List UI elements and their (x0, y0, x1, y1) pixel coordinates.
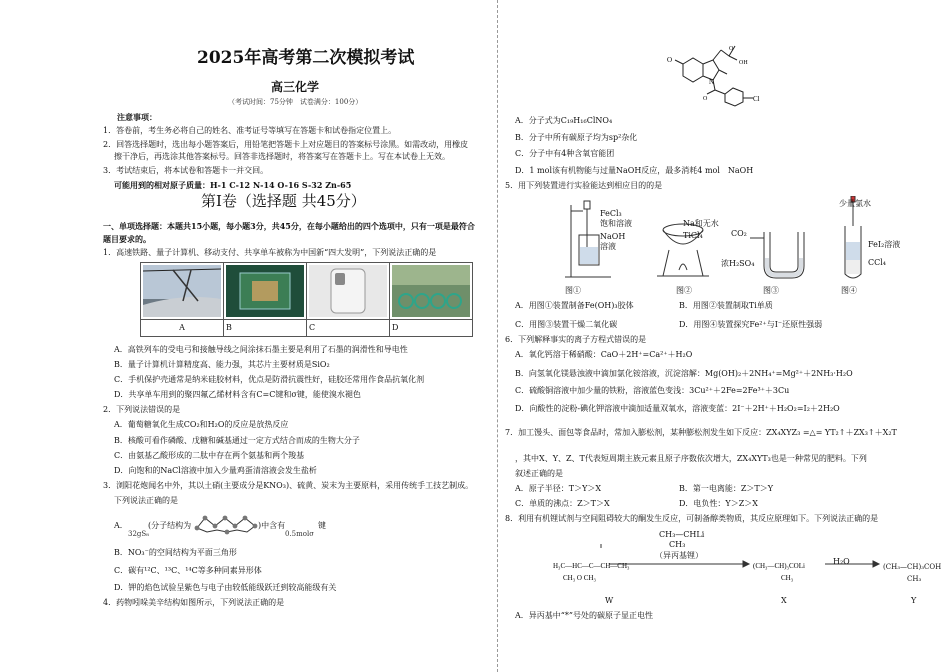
q8-product-y: (CH₃—CH)₃COH (883, 563, 942, 571)
q1-photo-a (141, 263, 224, 320)
q8-reagent-name: （异丙基锂） (655, 551, 703, 560)
s8-ring-structure (193, 512, 259, 536)
fig-label-4: 图④ (841, 286, 857, 295)
q2-stem: 2．下列说法错误的是 (103, 405, 181, 414)
column-divider (497, 0, 498, 672)
q1-photo-d (390, 263, 473, 320)
q8-option-a: A．异丙基中“*”号处的碳原子显正电性 (515, 611, 653, 620)
q1-label-d: D (390, 320, 473, 337)
q2-option-c: C．由氨基乙酸形成的二肽中存在两个氨基和两个羧基 (114, 451, 305, 460)
svg-text:O: O (667, 56, 673, 64)
note-2: 2．回答选择题时，选出每小题答案后，用铅笔把答题卡上对应题目的答案标号涂黑。如需改动，用橡皮 (103, 140, 469, 149)
q2-option-a: A．葡萄糖氧化生成CO₂和H₂O的反应是放热反应 (114, 420, 289, 429)
q3-option-a-text: (分子结构为 (148, 521, 192, 530)
fig-label-3: 图③ (763, 286, 779, 295)
apparatus-4 (833, 196, 873, 284)
app3-label-h2so4: 浓H₂SO₄ (721, 259, 755, 268)
phone-case-image (309, 265, 387, 317)
atomic-masses: 可能用到的相对原子质量：H-1 C-12 N-14 O-16 S-32 Zn-65 (114, 180, 352, 190)
chip-image (226, 265, 304, 317)
indomethacin-structure (663, 42, 783, 110)
q8-label-x: X (781, 596, 787, 605)
q6-option-c: C．硫酸铜溶液中加少量的铁粉，溶液蓝色变浅：3Cu²⁺＋2Fe=2Fe³⁺＋3Cu (515, 386, 790, 395)
q3-sigma-amount: 0.5molσ (285, 530, 315, 538)
q5-stem: 5．用下列装置进行实验能达到相应目的的是 (505, 181, 663, 190)
q3-option-a-letter: A． (114, 521, 128, 530)
q5-option-b: B．用图②装置制取Ti单质 (679, 301, 773, 310)
app4-label-ccl4: CCl₄ (868, 258, 887, 267)
q3-option-a-text-2: )中含有 (258, 521, 286, 530)
q1-photo-c (307, 263, 390, 320)
q3-option-a-end: 键 (318, 521, 326, 530)
note-1: 1．答卷前，考生务必将自己的姓名、准考证号等填写在答题卡和试卷指定位置上。 (103, 126, 397, 135)
q7-option-d: D．电负性：Y＞Z＞X (679, 499, 758, 508)
q1-option-c: C．手机保护壳通常是纳米硅胶材料，优点是防滑抗震性好，硅胶还常用作食品抗氧化剂 (114, 375, 425, 384)
q1-stem: 1．高速铁路、量子计算机、移动支付、共享单车被称为中国新“四大发明”，下列说法正确的是 (103, 248, 437, 257)
q8-stem: 8．利用有机锂试剂与空间阻碍较大的酮发生反应，可制备醇类物质，其反应原理如下。下列说法正确的是 (505, 514, 879, 523)
q5-option-a: A．用图①装置制备Fe(OH)₃胶体 (515, 301, 634, 310)
svg-text:OH: OH (739, 60, 748, 66)
q3-stem: 3．浏阳花炮闻名中外，其以土硝(主要成分是KNO₃)、硫黄、炭末为主要原料，采用传统手工技艺制成。 (103, 481, 474, 490)
q8-label-y: Y (911, 596, 917, 605)
q1-label-a: A (141, 320, 224, 337)
app2-label-ticl4: TiCl₄ (683, 231, 703, 240)
q7-stem-3: 叙述正确的是 (515, 469, 563, 478)
q1-option-b: B．量子计算机计算精度高、能力强，其芯片主要材质是SiO₂ (114, 360, 330, 369)
section-instruction: 一、单项选择题：本题共15小题，每小题3分，共45分，在每小题给出的四个选项中，只有一项是最符合 (103, 221, 475, 231)
q7-stem: 7．加工馒头、面包等食品时，常加入膨松剂，某种膨松剂发生如下反应：ZX₄XYZ₃ =△= YT₂↑＋ZX₃↑＋X₂T (505, 428, 897, 437)
note-3: 3．考试结束后，将本试卷和答题卡一并交回。 (103, 166, 269, 175)
app4-label-fei2: FeI₂溶液 (868, 240, 901, 249)
q4-option-c: C．分子中有4种含氧官能团 (515, 149, 615, 158)
note-2b: 擦干净后，再选涂其他答案标号。回答非选择题时，将答案写在答题卡上。写在本试卷上无效。 (114, 152, 450, 161)
fig-label-2: 图② (676, 286, 692, 295)
q3-option-d: D．钾的焰色试验呈紫色与电子由较低能级跃迁到较高能级有关 (114, 583, 337, 592)
q8-product-y-methyl: CH₃ (907, 575, 922, 583)
q1-image-table (140, 262, 473, 337)
exam-info: （考试时间：75分钟 试卷满分：100分） (228, 98, 363, 106)
q7-stem-2: ，其中X、Y、Z、T代表短周期主族元素且原子序数依次增大，ZX₄XYT₃也是一种常见的肥料。下列 (515, 454, 867, 463)
app1-label-saturated: 饱和溶液 (600, 219, 632, 228)
app3-label-co2: CO₂ (731, 229, 747, 238)
q1-label-c: C (307, 320, 390, 337)
svg-text:(CH₃—CH)₃COLi: (CH₃—CH)₃COLi (753, 562, 805, 570)
app2-label-na: Na和无水 (683, 219, 719, 228)
q1-option-a: A．高铁列车的受电弓和接触导线之间涂抹石墨主要是利用了石墨的润滑性和导电性 (114, 345, 408, 354)
q1-photo-b (224, 263, 307, 320)
q1-label-b: B (224, 320, 307, 337)
svg-text:N: N (709, 78, 715, 86)
svg-text:O: O (703, 96, 708, 102)
q3-s8-mass: 32gS₈ (128, 530, 149, 538)
svg-text:O: O (729, 46, 734, 52)
q4-stem: 4．药物吲哚美辛结构如图所示，下列说法正确的是 (103, 598, 285, 607)
q6-option-d: D．向酸性的淀粉-碘化钾溶液中滴加适量双氧水，溶液变蓝：2I⁻＋2H⁺＋H₂O₂=I₂＋2H₂O (515, 404, 840, 413)
svg-text:CH₃ O CH₃: CH₃ O CH₃ (563, 574, 596, 582)
train-pantograph-image (143, 265, 221, 317)
svg-text:CH₃: CH₃ (781, 574, 794, 582)
q3-option-c: C．碳有¹²C、¹³C、¹⁴C等多种同素异形体 (114, 566, 262, 575)
app1-label-solution: 溶液 (600, 242, 616, 251)
q5-option-c: C．用图③装置干燥二氧化碳 (515, 320, 618, 329)
app1-label-naoh: NaOH (600, 232, 626, 241)
q8-label-w: W (605, 596, 614, 605)
apparatus-3 (748, 228, 828, 284)
q2-option-d: D．向饱和的NaCl溶液中加入少量鸡蛋清溶液会发生盐析 (114, 466, 317, 475)
q3-option-b: B．NO₃⁻的空间结构为平面三角形 (114, 548, 237, 557)
q7-option-c: C．单质的沸点：Z＞T＞X (515, 499, 610, 508)
q6-stem: 6．下列解释事实的离子方程式错误的是 (505, 335, 647, 344)
app1-label-fecl3: FeCl₃ (600, 209, 622, 218)
section-heading: 第Ⅰ卷（选择题 共45分） (201, 192, 366, 210)
q8-water: H₂O (833, 557, 850, 566)
q4-option-b: B．分子中所有碳原子均为sp²杂化 (515, 133, 638, 142)
section-instruction-2: 题目要求的。 (103, 234, 151, 244)
fig-label-1: 图① (565, 286, 581, 295)
svg-text:Cl: Cl (753, 95, 760, 103)
q8-reagent: CH₃—CHLi (659, 530, 705, 539)
q6-option-b: B．向氢氧化镁悬浊液中滴加氯化铵溶液，沉淀溶解：Mg(OH)₂＋2NH₄⁺=Mg²⁺＋2NH₃·H₂O (515, 369, 853, 378)
q7-option-a: A．原子半径：T＞Y＞X (515, 484, 602, 493)
exam-subtitle: 高三化学 (271, 80, 320, 94)
q6-option-a: A．氧化钙溶于稀硝酸：CaO＋2H⁺=Ca²⁺＋H₂O (515, 350, 693, 359)
q3-stem-2: 下列说法正确的是 (114, 496, 178, 505)
q7-option-b: B．第一电离能：Z＞T＞Y (679, 484, 774, 493)
q5-option-d: D．用图④装置探究Fe²⁺与I⁻还原性强弱 (679, 320, 823, 329)
app4-label-chlorine: 少量氯水 (839, 199, 871, 208)
q1-option-d: D．共享单车用到的聚四氟乙烯材料含有C=C键和σ键，能使溴水褪色 (114, 390, 361, 399)
shared-bikes-image (392, 265, 470, 317)
q4-option-a: A．分子式为C₁₉H₁₆ClNO₄ (515, 116, 613, 125)
q8-reagent-methyl: CH₃ (669, 540, 686, 549)
exam-title: 2025年高考第二次模拟考试 (197, 48, 415, 68)
q4-option-d: D．1 mol该有机物能与过量NaOH反应，最多消耗4 mol NaOH (515, 166, 754, 175)
q2-option-b: B．核酸可看作磷酸、戊糖和碱基通过一定方式结合而成的生物大分子 (114, 436, 360, 445)
svg-text:H₃C—HC—C—CH—CH₃: H₃C—HC—C—CH—CH₃ (553, 562, 630, 570)
notes-heading: 注意事项： (117, 112, 157, 122)
